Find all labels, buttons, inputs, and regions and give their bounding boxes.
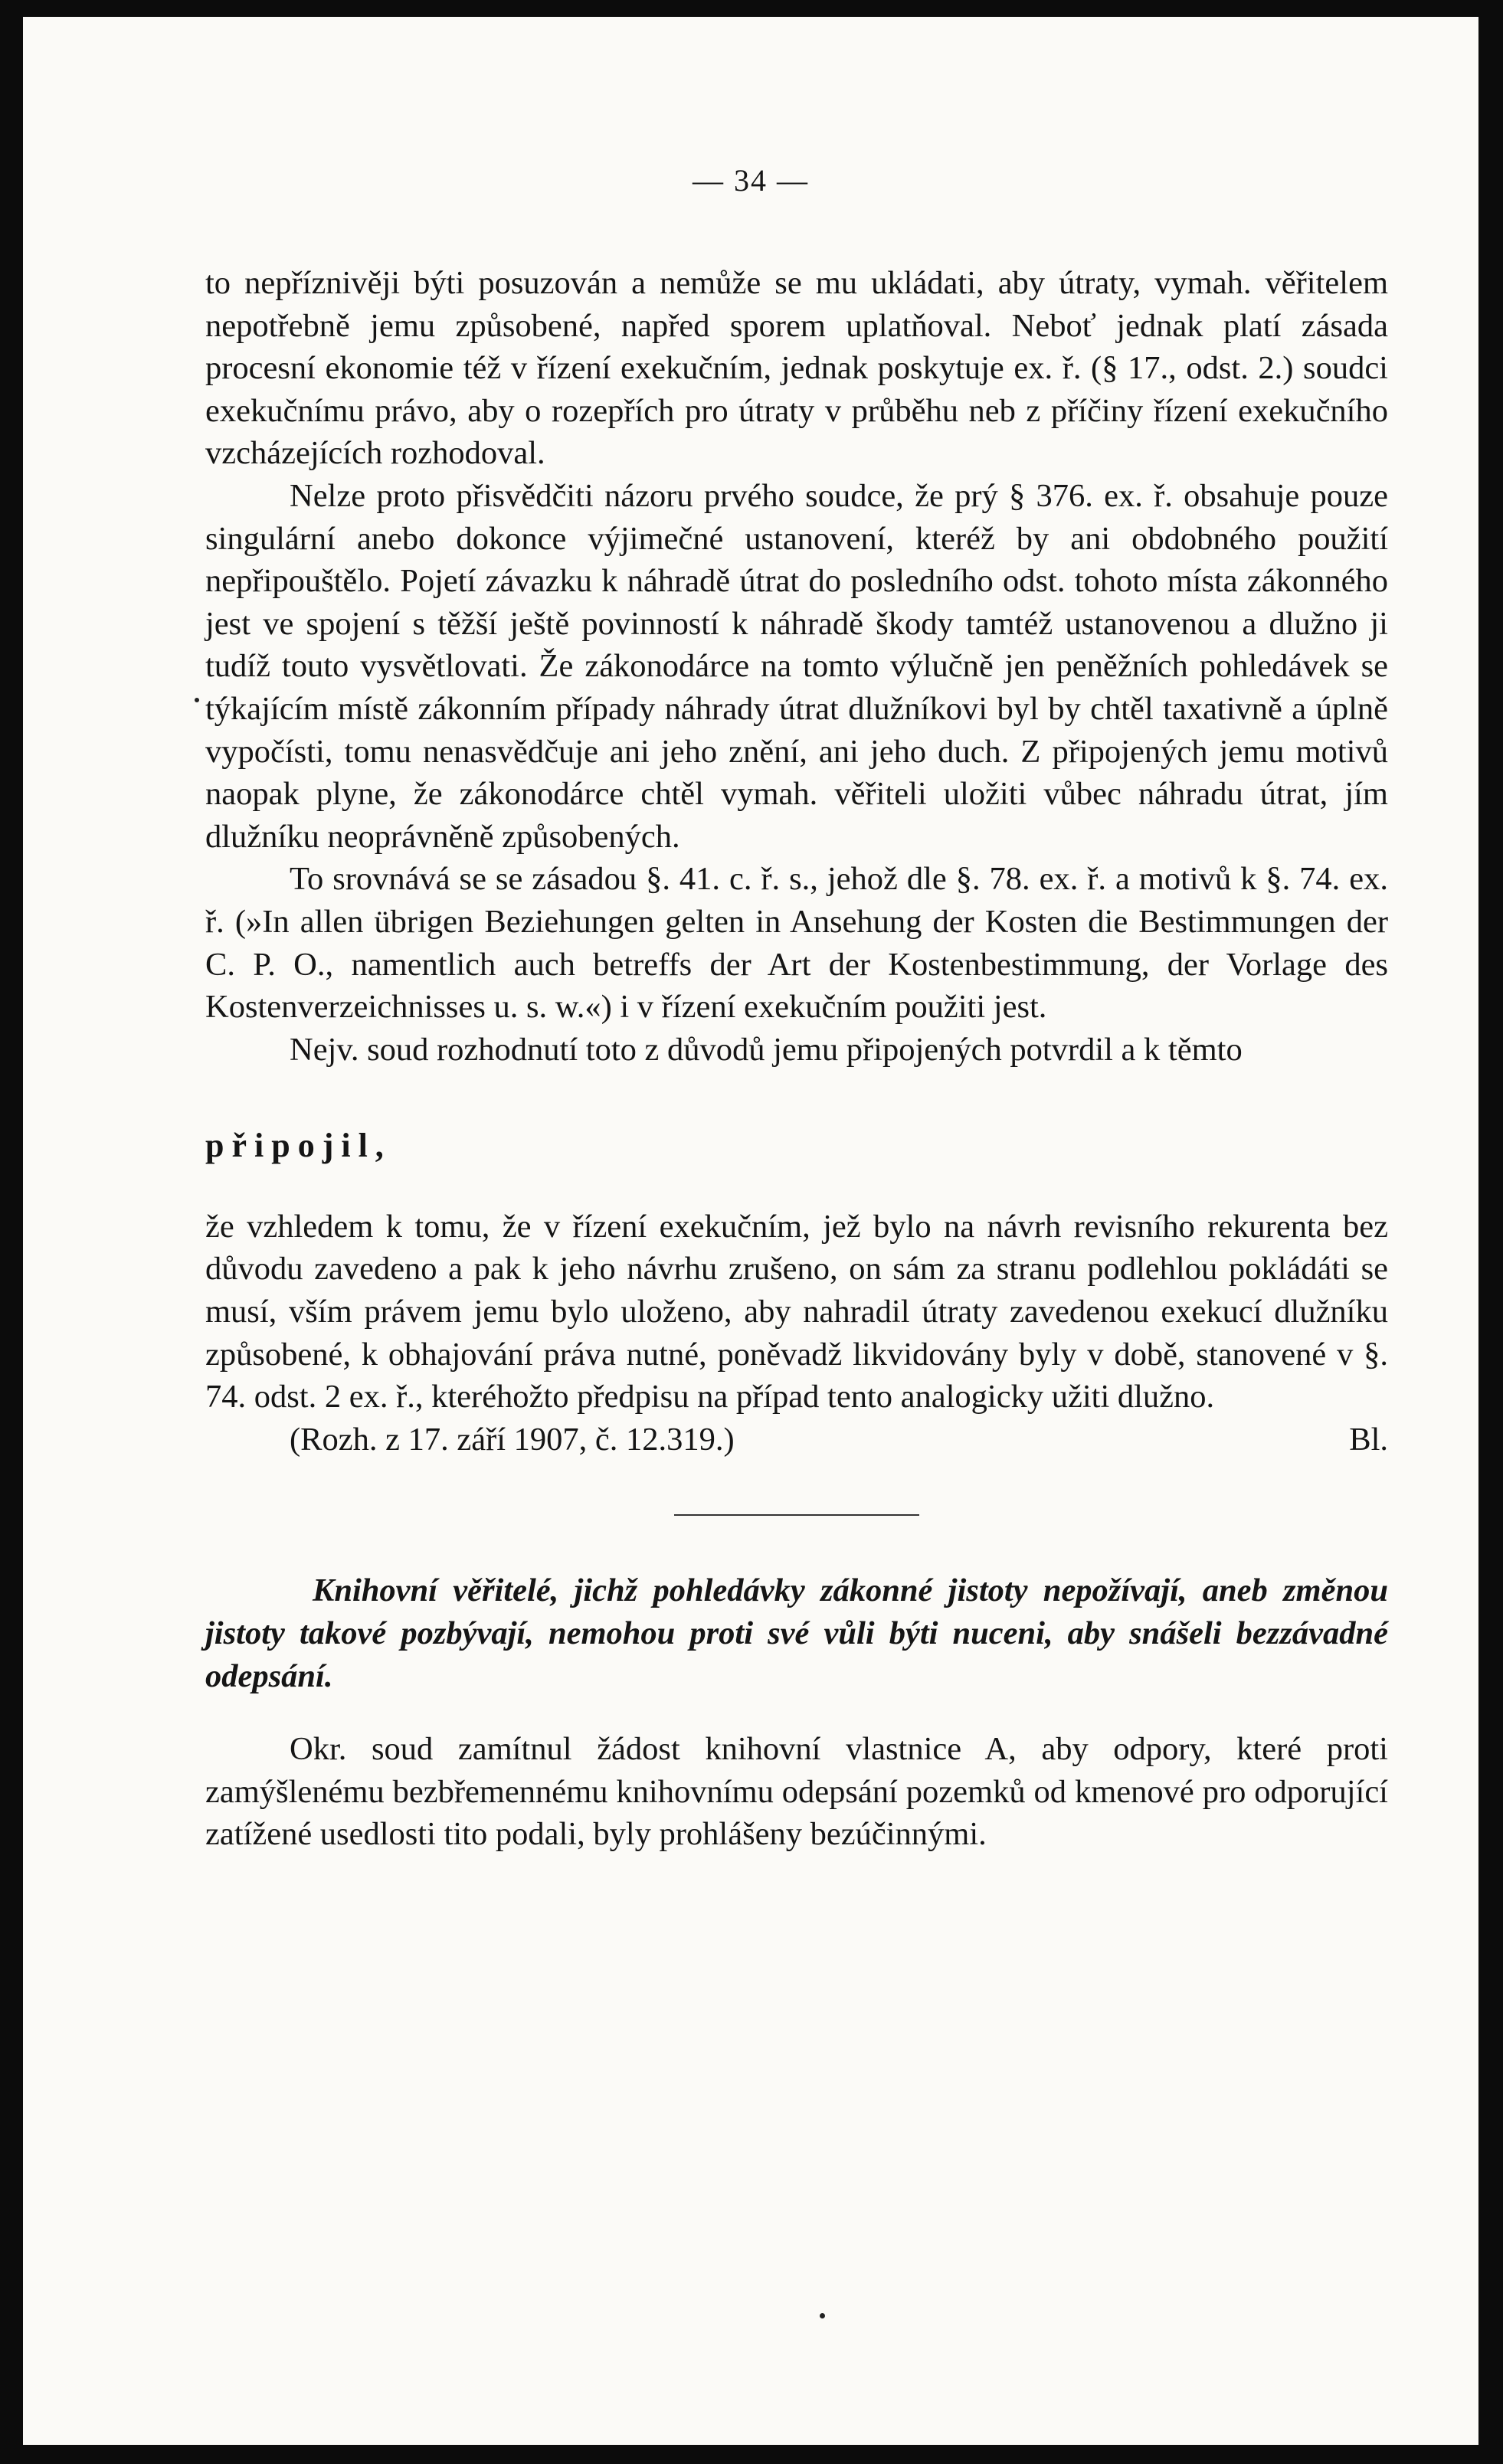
paragraph: Nelze proto přisvědčiti názoru prvého soudce, že prý § 376. ex. ř. obsahuje pouze singulární anebo dokonce výjimečné ustanovení, kteréž by ani obdobného použití nepřipouštělo. Pojetí závazku k náhradě útrat do posledního odst. tohoto místa zákonného jest ve spojení s těžší ještě povinností k náhradě škody tamtéž ustanovenou a dlužno ji tudíž touto vysvětlovati. Že zákonodárce na tomto výlučně jen peněžních pohledávek se týkajícím místě zákonním případy náhrady útrat dlužníkovi byl by chtěl taxativně a úplně vypočísti, tomu nenasvědčuje ani jeho znění, ani jeho duch. Z připojených jemu motivů naopak plyne, že zákonodárce chtěl vymah. věřiteli uložiti vůbec náhradu útrat, jím dlužníku neoprávněně způsobených. [205, 477, 1388, 855]
paragraph: to nepříznivěji býti posuzován a nemůže se mu ukládati, aby útraty, vymah. věřitelem nepotřebně jemu způsobené, napřed sporem uplatňoval. Neboť jednak platí zásada procesní ekonomie též v řízení exekučním, jednak poskytuje ex. ř. (§ 17., odst. 2.) soudci exekučnímu právo, aby o rozepřích pro útraty v průběhu neb z příčiny řízení exekučního vzcházejících rozhodoval. [205, 265, 1388, 472]
paragraph: To srovnává se se zásadou §. 41. c. ř. s., jehož dle §. 78. ex. ř. a motivů k §. 74. ex. ř. (»In allen übrigen Beziehungen gelten in Ansehung der Kosten die Bestimmungen der C. P. O., namentlich auch betreffs der Art der Kostenbestimmung, der Vorlage des Kostenverzeichnisses u. s. w.«) i v řízení exekučním použiti jest. [205, 861, 1388, 1026]
headnote: Knihovní věřitelé, jichž pohledávky zákonné jistoty nepožívají, aneb změnou jistoty takové pozbývají, nemohou proti své vůli býti nuceni, aby snášeli bezzávadné odepsání. [205, 1572, 1388, 1694]
decision-paragraph: že vzhledem k tomu, že v řízení exekučním, jež bylo na návrh revisního rekurenta bez důvodu zavedeno a pak k jeho návrhu zrušeno, on sám za stranu podlehlou pokládáti se musí, vším právem jemu bylo uloženo, aby nahradil útraty zavedenou exekucí dlužníku způsobené, k obhajování práva nutné, poněvadž likvidovány byly v době, stanovené v §. 74. odst. 2 ex. ř., kteréhožto předpisu na případ tento analogicky užiti dlužno. [205, 1208, 1388, 1415]
document-page [23, 17, 1478, 2445]
decision-heading: připojil, [205, 1127, 391, 1165]
citation-line [205, 1419, 1388, 1461]
margin-mark [195, 698, 199, 702]
stray-dot-mark [820, 2313, 825, 2318]
body-text [205, 262, 1388, 1856]
citation: (Rozh. z 17. září 1907, č. 12.319.) [290, 1421, 735, 1458]
paragraph: Nejv. soud rozhodnutí toto z důvodů jemu připojených potvrdil a k těmto [290, 1031, 1243, 1068]
page-number: — 34 — [693, 163, 809, 198]
author-initials: Bl. [1349, 1421, 1388, 1458]
final-paragraph: Okr. soud zamítnul žádost knihovní vlastnice A, aby odpory, které proti zamýšlenému bezbřemennému knihovnímu odepsání pozemků od kmenové pro odporující zatížené usedlosti tito podali, byly prohlášeny bezúčinnými. [205, 1731, 1388, 1853]
section-divider [674, 1514, 919, 1516]
